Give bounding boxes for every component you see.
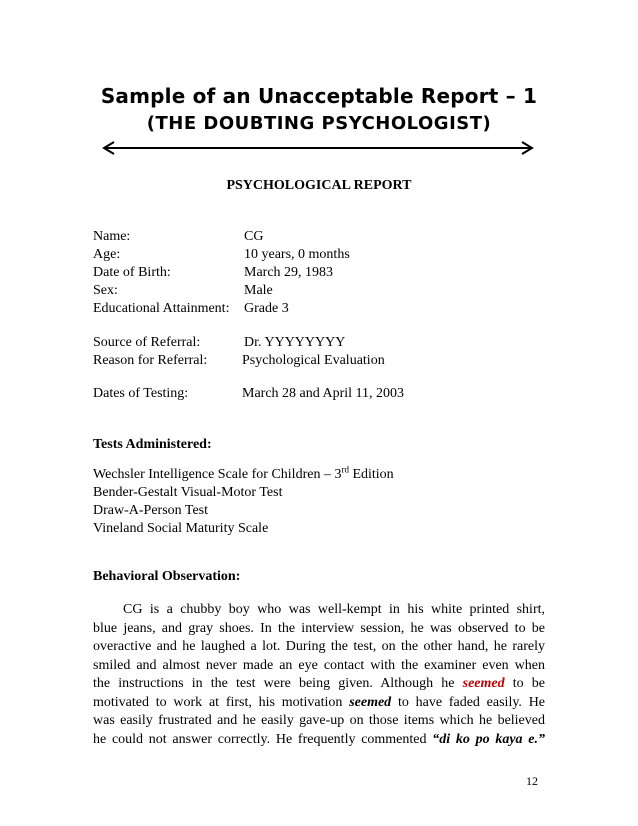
ordinal-superscript: rd — [341, 464, 349, 475]
paragraph-line: smiled and almost never made an eye contact with the examiner even when — [93, 657, 545, 673]
list-item: Vineland Social Maturity Scale — [93, 521, 269, 536]
emphasized-word: seemed — [462, 676, 505, 691]
wisc-edition: Edition — [348, 467, 394, 482]
line-text: to have faded easily. He — [397, 694, 546, 710]
testing-dates-label: Dates of Testing: — [93, 386, 189, 401]
document-subtitle: (THE DOUBTING PSYCHOLOGIST) — [146, 113, 492, 134]
paragraph-line: was easily frustrated and he easily gave-up on those items which he believed — [93, 713, 545, 728]
dob-label: Date of Birth: — [93, 265, 171, 280]
education-label: Educational Attainment: — [93, 301, 230, 316]
sex-label: Sex: — [93, 283, 118, 298]
line-text: the instructions in the test were being given. Although he — [93, 676, 455, 691]
age-label: Age: — [93, 247, 121, 262]
behavioral-observation-paragraph — [93, 601, 545, 749]
list-item: Draw-A-Person Test — [93, 503, 209, 518]
report-heading: PSYCHOLOGICAL REPORT — [226, 178, 412, 193]
line-text: he could not answer correctly. He frequently commented — [93, 731, 427, 747]
tests-administered-heading: Tests Administered: — [93, 437, 212, 452]
paragraph-line: CG is a chubby boy who was well-kempt in his white printed shirt, — [123, 602, 545, 617]
sex-value: Male — [244, 283, 273, 298]
name-value: CG — [244, 229, 264, 244]
line-text: to be — [512, 676, 546, 691]
wisc-text: Wechsler Intelligence Scale for Children – 3 — [93, 467, 342, 482]
paragraph-line: blue jeans, and gray shoes. In the interview session, he was observed to be — [93, 620, 545, 636]
reason-referral-label: Reason for Referral: — [93, 353, 208, 368]
reason-referral-value: Psychological Evaluation — [242, 353, 385, 368]
source-referral-value: Dr. YYYYYYYY — [244, 335, 346, 350]
source-referral-label: Source of Referral: — [93, 335, 201, 350]
age-value: 10 years, 0 months — [244, 247, 350, 262]
testing-dates-value: March 28 and April 11, 2003 — [242, 386, 405, 401]
list-item — [93, 464, 394, 483]
name-label: Name: — [93, 229, 131, 244]
page-number: 12 — [526, 774, 538, 788]
document-title: Sample of an Unacceptable Report – 1 — [100, 84, 538, 108]
dob-value: March 29, 1983 — [244, 265, 334, 280]
behavioral-observation-heading: Behavioral Observation: — [93, 569, 241, 584]
paragraph-line: overactive and he laughed a lot. During the test, on the other hand, he rarely — [93, 639, 545, 654]
list-item: Bender-Gestalt Visual-Motor Test — [93, 485, 283, 500]
paragraph-line — [93, 731, 545, 750]
emphasized-word: seemed — [349, 694, 392, 710]
paragraph-line — [93, 694, 545, 713]
quoted-comment: “di ko po kaya e.” — [432, 731, 545, 747]
line-text: motivated to work at first, his motivation — [93, 694, 343, 710]
double-arrow-divider — [100, 139, 536, 157]
education-value: Grade 3 — [244, 301, 289, 316]
paragraph-line — [93, 675, 545, 694]
